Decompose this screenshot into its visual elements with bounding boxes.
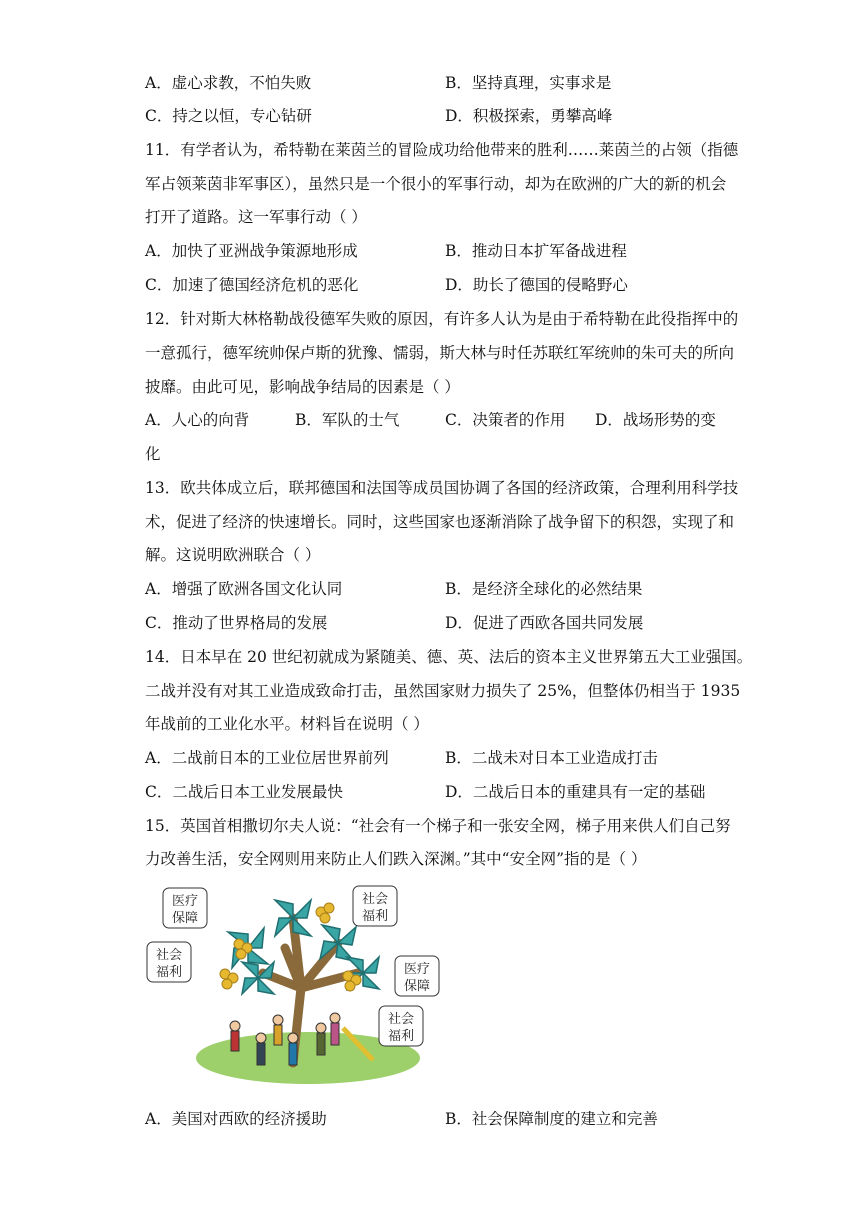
label-welfare-1-line-1: 社会 xyxy=(361,892,389,907)
q12-stem-line-3: 披靡。由此可见，影响战争结局的因素是（ ） xyxy=(145,378,460,396)
q11-option-a: A．加快了亚洲战争策源地形成 xyxy=(145,242,358,260)
label-medical-2-line-2: 保障 xyxy=(403,979,431,994)
q12-stem-line-1: 12．针对斯大林格勒战役德军失败的原因，有许多人认为是由于希特勒在此役指挥中的 xyxy=(145,310,739,328)
q12-option-a: A．人心的向背 xyxy=(145,411,250,429)
q14-option-d: D．二战后日本的重建具有一定的基础 xyxy=(445,783,706,801)
q15-option-b: B．社会保障制度的建立和完善 xyxy=(445,1110,658,1128)
q11-option-d: D．助长了德国的侵略野心 xyxy=(445,276,628,294)
label-welfare-3-line-2: 福利 xyxy=(387,1029,415,1044)
q14-option-a: A．二战前日本的工业位居世界前列 xyxy=(145,749,389,767)
q12-option-d-wrap: 化 xyxy=(145,445,161,463)
q10-option-b: B．坚持真理，实事求是 xyxy=(445,74,612,92)
label-medical-1-line-2: 保障 xyxy=(171,911,199,926)
q13-stem-line-2: 术，促进了经济的快速增长。同时，这些国家也逐渐消除了战争留下的积怨，实现了和 xyxy=(145,513,735,531)
q14-option-b: B．二战未对日本工业造成打击 xyxy=(445,749,658,767)
q12-option-d: D．战场形势的变 xyxy=(595,411,716,429)
q13-option-b: B．是经济全球化的必然结果 xyxy=(445,580,643,598)
q15-stem-line-2: 力改善生活，安全网则用来防止人们跌入深渊。”其中“安全网”指的是（ ） xyxy=(145,850,647,868)
label-medical-1-line-1: 医疗 xyxy=(171,894,199,909)
label-welfare-2-line-1: 社会 xyxy=(155,948,183,963)
label-medical-2-line-1: 医疗 xyxy=(403,962,431,977)
q14-stem-line-3: 年战前的工业化水平。材料旨在说明（ ） xyxy=(145,715,429,733)
q12-option-b: B．军队的士气 xyxy=(295,411,400,429)
q11-option-b: B．推动日本扩军备战进程 xyxy=(445,242,627,260)
q15-option-a: A．美国对西欧的经济援助 xyxy=(145,1110,327,1128)
q13-stem-line-1: 13．欧共体成立后，联邦德国和法国等成员国协调了各国的经济政策，合理利用科学技 xyxy=(145,479,739,497)
q14-option-c: C．二战后日本工业发展最快 xyxy=(145,783,343,801)
q12-stem-line-2: 一意孤行，德军统帅保卢斯的犹豫、懦弱，斯大林与时任苏联红军统帅的朱可夫的所向 xyxy=(145,344,735,362)
q13-option-d: D．促进了西欧各国共同发展 xyxy=(445,614,644,632)
q10-option-d: D．积极探索，勇攀高峰 xyxy=(445,107,613,125)
q13-option-c: C．推动了世界格局的发展 xyxy=(145,614,328,632)
safety-net-tree-illustration xyxy=(143,878,443,1088)
q14-stem-line-1: 14．日本早在 20 世纪初就成为紧随美、德、英、法后的资本主义世界第五大工业强国。 xyxy=(145,648,753,666)
q13-option-a: A．增强了欧洲各国文化认同 xyxy=(145,580,343,598)
label-welfare-2-line-2: 福利 xyxy=(155,965,183,980)
q10-option-c: C．持之以恒，专心钻研 xyxy=(145,107,312,125)
q11-stem-line-1: 11．有学者认为，希特勒在莱茵兰的冒险成功给他带来的胜利……莱茵兰的占领（指德 xyxy=(145,141,739,159)
label-welfare-3-line-1: 社会 xyxy=(387,1012,415,1027)
q12-option-c: C．决策者的作用 xyxy=(445,411,566,429)
q11-stem-line-2: 军占领莱茵非军事区），虽然只是一个很小的军事行动，却为在欧洲的广大的新的机会 xyxy=(145,175,727,193)
q14-stem-line-2: 二战并没有对其工业造成致命打击，虽然国家财力损失了 25%，但整体仍相当于 1935 xyxy=(145,682,741,700)
q15-stem-line-1: 15．英国首相撒切尔夫人说：“社会有一个梯子和一张安全网，梯子用来供人们自己努 xyxy=(145,817,731,835)
q13-stem-line-3: 解。这说明欧洲联合（ ） xyxy=(145,546,321,564)
q11-stem-line-3: 打开了道路。这一军事行动（ ） xyxy=(145,208,367,226)
q11-option-c: C．加速了德国经济危机的恶化 xyxy=(145,276,359,294)
q10-option-a: A．虚心求教，不怕失败 xyxy=(145,74,312,92)
label-welfare-1-line-2: 福利 xyxy=(361,909,389,924)
